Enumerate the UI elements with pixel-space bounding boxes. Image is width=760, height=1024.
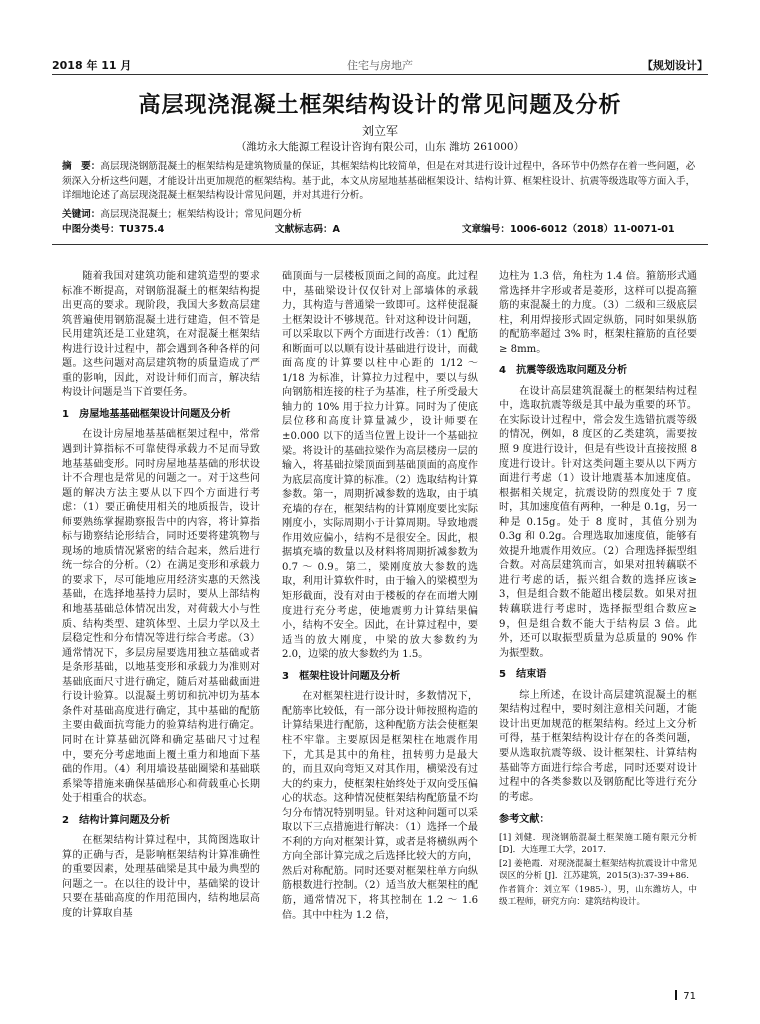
section-2-heading: 2 结构计算问题及分析 bbox=[62, 814, 170, 826]
column-1 bbox=[62, 270, 260, 922]
affiliation: （潍坊永大能源工程设计咨询有限公司，山东 潍坊 261000） bbox=[235, 141, 525, 153]
references-heading: 参考文献： bbox=[499, 814, 550, 826]
keywords-text: 高层现浇混凝土；框架结构设计；常见问题分析 bbox=[100, 209, 302, 220]
keywords-label: 关键词： bbox=[62, 209, 101, 220]
column-3 bbox=[499, 270, 697, 909]
abstract bbox=[62, 160, 696, 204]
paper-title: 高层现浇混凝土框架结构设计的常见问题及分析 bbox=[138, 92, 622, 118]
section-3-paragraph: 在对框架柱进行设计时，多数情况下，配筋率比较低，有一部分设计师按照构造的计算结果进行配筋，这种配筋方法会使框架柱不牢靠。主要原因是框架柱在地震作用下，尤其是其中的角柱，扭转剪力是最大的，而且双向弯矩又对其作用，横梁没有过大的约束力，使框架柱始终处于双向受压偏心的状态。这种情况使框架结构配筋量不均匀分布情况特别明显。针对这种问题可以采取以下三点措施进行解决：（1）选择一个最不利的方向对框架计算，或者是将横纵两个方向全部计算完成之后选择比较大的方向，然后对称配筋。同时还要对框架柱单方向纵筋根数进行控制。（2）适当放大框架柱的配筋，通常情况下，将其控制在 1.2 ～ 1.6 倍。其中中柱为 1.2 倍， bbox=[282, 691, 478, 921]
section-1-heading: 1 房屋地基基础框架设计问题及分析 bbox=[62, 408, 231, 420]
meta-rule bbox=[52, 244, 708, 245]
page-number-text: 71 bbox=[683, 991, 696, 1002]
article-meta bbox=[62, 221, 696, 235]
clc-number: 中图分类号：TU375.4 bbox=[62, 224, 165, 235]
abstract-text: 高层现浇钢筋混凝土的框架结构是建筑物质量的保证，其框架结构比较简单，但是在对其进行设计过程中，各环节中仍然存在着一些问题，必须深入分析这些问题，才能设计出更加规范的框架结构。基于此，本文从房屋地基基础框架设计、结构计算、框架柱设计、抗震等级选取等方面入手，详细地论述了高层现浇混凝土框架结构设计常见问题，并对其进行分析。 bbox=[62, 161, 696, 201]
section-5-heading: 5 结束语 bbox=[499, 669, 547, 681]
section-2-continued: 础顶面与一层楼板顶面之间的高度。此过程中，基础梁设计仅仅针对上部墙体的承载力，其构造与普通梁一致即可。这样使混凝土框架设计不够规范。针对这种设计问题，可以采取以下两个方面进行改善：（1）配筋和断面可以以顺有设计基础进行设计，而截面高度的计算要以柱中心距的 1/12 ～ 1/18 为标准，计算拉力过程中，要以与纵向钢筋相连接的柱子为基准，柱子所受最大轴力的 10% 用于拉力计算。同时为了使底层位移和高度计算量减少，设计师要在 ±0.000 以下的适当位置上设计一个基础拉梁。将设计的基础拉梁作为高层楼房一层的输入，将基础拉梁顶面到基础顶面的高度作为底层高度计算的标准。（2）选取结构计算参数。第一，周期折减参数的选取，由于填充墙的存在，框架结构的计算刚度要比实际刚度小，实际周期小于计算周期。导致地震作用效应偏小，结构不是很安全。因此，根据填充墙的数量以及材料将周期折减参数为 0.7 ～ 0.9。第二，梁刚度放大参数的选取，利用计算软件时，由于输入的梁模型为矩形截面，没有对由于楼板的存在而增大刚度进行充分考虑，使地震剪力计算结果偏小，结构不安全。因此，在计算过程中，要适当的放大刚度，中梁的放大参数约为 2.0，边梁的放大参数约为 1.5。 bbox=[282, 271, 478, 661]
section-3-heading: 3 框架柱设计问题及分析 bbox=[282, 670, 401, 682]
reference-item: [2] 姜艳霞．对现浇混凝土框架结构抗震设计中常见误区的分析 [J]．江苏建筑，2015(3):37-39+86. bbox=[499, 858, 697, 882]
running-header bbox=[52, 55, 708, 73]
header-rule bbox=[52, 74, 708, 75]
section-4-heading: 4 抗震等级选取问题及分析 bbox=[499, 365, 628, 377]
page-number bbox=[675, 990, 696, 1002]
header-journal: 住宅与房地产 bbox=[347, 59, 413, 72]
section-5-paragraph: 综上所述，在设计高层建筑混凝土的框架结构过程中，要时刻注意相关问题，才能设计出更加规范的框架结构。经过上文分析可得，基于框架结构设计存在的各类问题，要从选取抗震等级、设计框架柱、计算结构基础等方面进行综合考虑，同时还要对设计过程中的各类参数以及钢筋配比等进行充分的考虑。 bbox=[499, 689, 697, 803]
section-1-paragraph: 在设计房屋地基基础框架过程中，常常遇到计算指标不可靠使得承载力不足而导致地基基础变形。同时房屋地基基础的形状设计不合理也是常见的问题之一。对于这些问题的解决方法主要从以下四个方面进行考虑：（1）要正确使用相关的地质报告，设计师要熟练掌握勘察报告中的内容，将计算指标与勘察结论形结合，同时还要将建筑物与现场的地质情况紧密的结合起来，然后进行统一综合的分析。（2）在满足变形和承载力的要求下，尽可能地应用经济实惠的天然浅基础，在选择地基持力层时，要从上部结构和地基基础总体情况出发，对荷载大小与性质、结构类型、建筑体型、土层力学以及土层稳定性和分布情况等进行综合考虑。（3）通常情况下，多层房屋要选用独立基础或者是条形基础，以地基变形和承载力为准则对基础底面尺寸进行确定，随后对基础截面进行设计验算。以混凝土剪切和抗冲切为基本条件对基础高度进行确定，其中基础的配筋主要由截面抗弯能力的验算结构进行确定。同时在计算基础沉降和确定基础尺寸过程中，要充分考虑地面上覆土重力和地面下基础的作用。（4）利用墙设基础圈梁和基础联系梁等措施来确保基础形心和荷载重心长期处于相重合的状态。 bbox=[62, 429, 260, 805]
page-number-bar bbox=[675, 990, 677, 1000]
doc-code: 文献标志码：A bbox=[275, 224, 340, 235]
header-section: 【规划设计】 bbox=[642, 59, 708, 72]
author-bio: 作者简介：刘立军（1985-），男，山东潍坊人，中级工程师，研究方向：建筑结构设计。 bbox=[499, 884, 697, 908]
header-date: 2018 年 11 月 bbox=[52, 59, 132, 72]
section-2-paragraph: 在框架结构计算过程中，其简图选取计算的正确与否，是影响框架结构计算准确性的重要因素，处理基础梁是其中最为典型的问题之一。在以往的设计中，基础梁的设计只要在基础高度的作用范围内，结构地层高度的计算取自基 bbox=[62, 835, 260, 919]
abstract-label: 摘 要： bbox=[62, 161, 101, 172]
references bbox=[499, 813, 697, 883]
section-3-continued: 边柱为 1.3 倍，角柱为 1.4 倍。箍筋形式通常选择井字形或者是菱形，这样可以提高箍筋的束混凝土的力度。（3）二级和三级底层柱，利用焊接形式固定纵筋，同时如果纵筋的配筋率超过 3% 时，框架柱箍筋的直径要≥ 8mm。 bbox=[499, 271, 697, 355]
reference-item: [1] 刘健．现浇钢筋混凝土框架施工随有限元分析 [D]．大连理工大学，2017. bbox=[499, 832, 697, 856]
keywords bbox=[62, 206, 696, 220]
article-number: 文章编号：1006-6012（2018）11-0071-01 bbox=[462, 224, 675, 235]
intro-paragraph: 随着我国对建筑功能和建筑造型的要求标准不断提高，对钢筋混凝土的框架结构提出更高的要求。现阶段，我国大多数高层建筑普遍使用钢筋混凝土进行建造，但不管是民用建筑还是工业建筑，在对混凝土框架结构进行设计过程中，都会遇到各种各样的问题。这些问题对高层建筑物的质量造成了严重的影响，因此，对设计师们而言，解决结构设计问题是当下首要任务。 bbox=[62, 271, 260, 399]
section-4-paragraph: 在设计高层建筑混凝土的框架结构过程中，选取抗震等级是其中最为重要的环节。在实际设计过程中，常会发生选错抗震等级的情况，例如，8 度区的乙类建筑，需要按照 9 度进行设计，但是有些设计直接按照 8 度进行设计。针对这类问题主要从以下两方面进行考虑（1）设计地震基本加速度值。根据相关规定，抗震设防的烈度处于 7 度时，其加速度值有两种，一种是 0.1g，另一种是 0.15g。处于 8 度时，其值分别为 0.3g 和 0.2g。合理选取加速度值，能够有效提升地震作用效应。（2）合理选择振型组合数。对高层建筑而言，如果对扭转藕联不进行考虑的话，振兴组合数的选择应该≥ 3，但是组合数不能超出楼层数。如果对扭转藕联进行考虑时，选择振型组合数应≥ 9，但是组合数不能大于结构层 3 倍。此外，还可以取振型质量为总质量的 90% 作为振型数。 bbox=[499, 385, 697, 659]
author-name: 刘立军 bbox=[361, 124, 398, 138]
column-2 bbox=[282, 270, 478, 923]
